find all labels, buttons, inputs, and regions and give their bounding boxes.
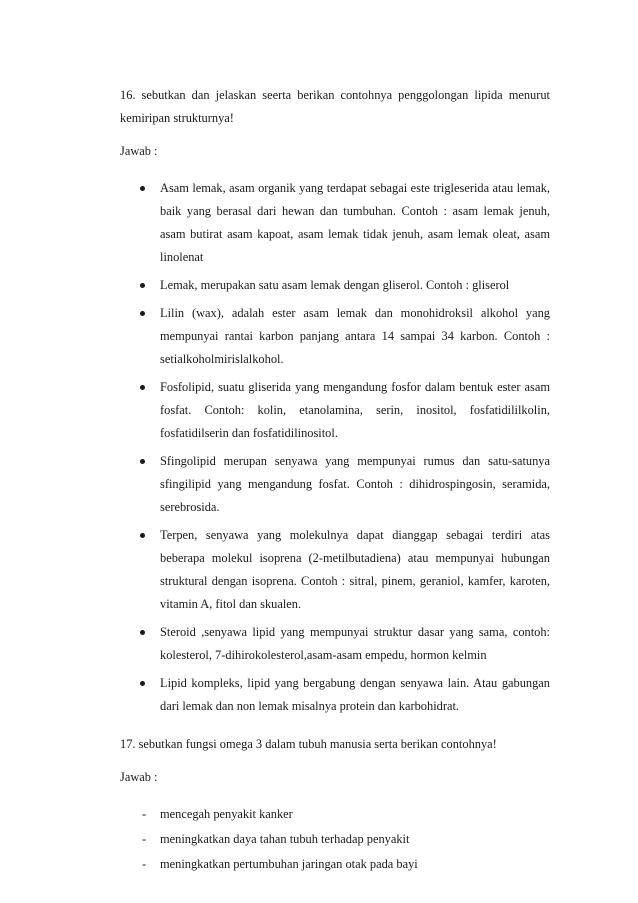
list-item-text: meningkatkan daya tahan tubuh terhadap penyakit xyxy=(160,832,410,846)
list-item-text: Fosfolipid, suatu gliserida yang mengandung fosfor dalam bentuk ester asam fosfat. Contoh: kolin, etanolamina, serin, inositol, fosfatidililkolin, fosfatidilserin dan fosfatidilinositol. xyxy=(160,380,550,440)
answer-list-17 xyxy=(120,803,550,876)
bullet-icon xyxy=(140,681,145,686)
bullet-icon xyxy=(140,459,145,464)
list-item-text: meningkatkan pertumbuhan jaringan otak pada bayi xyxy=(160,857,418,871)
dash-marker: - xyxy=(142,857,147,871)
answer-label-16: Jawab : xyxy=(120,144,158,158)
bullet-icon xyxy=(140,533,145,538)
list-item-text: Lilin (wax), adalah ester asam lemak dan monohidroksil alkohol yang mempunyai rantai karbon panjang antara 14 sampai 34 karbon. Contoh : setialkoholmirislalkohol. xyxy=(160,306,550,366)
list-item xyxy=(120,376,550,445)
list-item xyxy=(120,524,550,616)
list-item xyxy=(120,450,550,519)
bullet-icon xyxy=(140,283,145,288)
list-item xyxy=(120,672,550,718)
bullet-icon xyxy=(140,385,145,390)
list-item xyxy=(120,853,550,876)
dash-marker: - xyxy=(142,807,147,821)
question-17: 17. sebutkan fungsi omega 3 dalam tubuh manusia serta berikan contohnya! xyxy=(120,737,497,751)
list-item-text: Lemak, merupakan satu asam lemak dengan gliserol. Contoh : gliserol xyxy=(160,278,510,292)
bullet-icon xyxy=(140,630,145,635)
bullet-icon xyxy=(140,186,145,191)
list-item-text: Asam lemak, asam organik yang terdapat sebagai este trigleserida atau lemak, baik yang berasal dari hewan dan tumbuhan. Contoh : asam lemak jenuh, asam butirat asam kapoat, asam lemak tidak jenuh, asam lemak oleat, asam linolenat xyxy=(160,181,550,264)
list-item-text: Terpen, senyawa yang molekulnya dapat dianggap sebagai terdiri atas beberapa molekul isoprena (2-metilbutadiena) atau mempunyai hubungan struktural dengan isoprena. Contoh : sitral, pinem, geraniol, kamfer, karoten, vitamin A, fitol dan skualen. xyxy=(160,528,550,611)
question-16: 16. sebutkan dan jelaskan seerta berikan contohnya penggolongan lipida menurut kemiripan strukturnya! xyxy=(120,88,550,125)
list-item xyxy=(120,621,550,667)
list-item xyxy=(120,302,550,371)
answer-label-17: Jawab : xyxy=(120,770,158,784)
list-item-text: Sfingolipid merupan senyawa yang mempunyai rumus dan satu-satunya sfingilipid yang mengandung fosfat. Contoh : dihidrospingosin, seramida, serebrosida. xyxy=(160,454,550,514)
list-item xyxy=(120,803,550,826)
list-item xyxy=(120,177,550,269)
list-item-text: Lipid kompleks, lipid yang bergabung dengan senyawa lain. Atau gabungan dari lemak dan non lemak misalnya protein dan karbohidrat. xyxy=(160,676,550,713)
list-item-text: Steroid ,senyawa lipid yang mempunyai struktur dasar yang sama, contoh: kolesterol, 7-dihirokolesterol,asam-asam empedu, hormon kelmin xyxy=(160,625,550,662)
document-content xyxy=(120,84,550,878)
list-item xyxy=(120,828,550,851)
list-item-text: mencegah penyakit kanker xyxy=(160,807,293,821)
bullet-icon xyxy=(140,311,145,316)
list-item xyxy=(120,274,550,297)
dash-marker: - xyxy=(142,832,147,846)
answer-list-16 xyxy=(120,177,550,718)
